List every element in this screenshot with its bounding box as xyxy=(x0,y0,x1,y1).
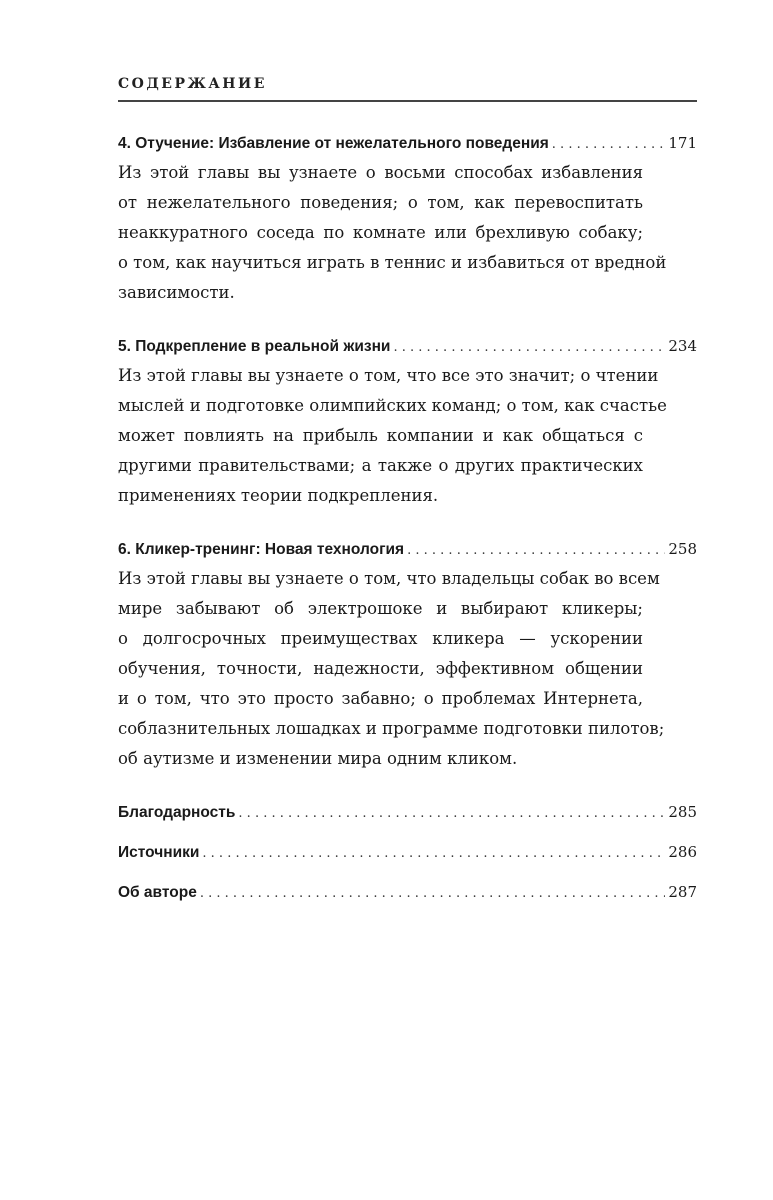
spacer xyxy=(118,308,697,331)
toc-entry-title: Об авторе xyxy=(118,884,197,901)
toc-entry-description xyxy=(118,361,667,511)
toc-entry[interactable] xyxy=(118,534,697,564)
description-line: Из этой главы вы узнаете о том, что владельцы собак во всем xyxy=(118,569,660,588)
description-line: Из этой главы вы узнаете о том, что все это значит; о чтении xyxy=(118,366,659,385)
section-title: СОДЕРЖАНИЕ xyxy=(118,76,267,92)
description-line: может повлиять на прибыль компании и как общаться с xyxy=(118,426,643,445)
description-line: и о том, что это просто забавно; о проблемах Интернета, xyxy=(118,689,643,708)
leader-dots xyxy=(407,536,665,566)
description-line: обучения, точности, надежности, эффективном общении xyxy=(118,659,643,678)
toc-entry[interactable] xyxy=(118,837,697,867)
spacer xyxy=(118,774,697,797)
description-line: о том, как научиться играть в теннис и избавиться от вредной xyxy=(118,253,667,272)
spacer xyxy=(118,511,697,534)
toc-entry-page: 258 xyxy=(668,540,697,558)
description-line: от нежелательного поведения; о том, как перевоспитать xyxy=(118,193,643,212)
leader-dots xyxy=(202,839,665,869)
description-line: неаккуратного соседа по комнате или брехливую собаку; xyxy=(118,223,643,242)
leader-dots xyxy=(552,130,666,160)
toc-entry-page: 287 xyxy=(668,883,697,901)
toc-entry-page: 171 xyxy=(668,134,697,152)
description-line: другими правительствами; а также о других практических xyxy=(118,456,643,475)
toc-entry[interactable] xyxy=(118,331,697,361)
leader-dots xyxy=(393,333,665,363)
leader-dots xyxy=(200,879,666,909)
toc-entry[interactable] xyxy=(118,797,697,827)
toc-entry-title: 6. Кликер-тренинг: Новая технология xyxy=(118,541,405,558)
toc-entry[interactable] xyxy=(118,128,697,158)
description-line: Из этой главы вы узнаете о восьми способах избавления xyxy=(118,163,643,182)
description-line: мыслей и подготовке олимпийских команд; о том, как счастье xyxy=(118,396,667,415)
toc-entry-page: 286 xyxy=(668,843,697,861)
description-line: об аутизме и изменении мира одним кликом. xyxy=(118,749,518,768)
toc-entry-title: Благодарность xyxy=(118,804,236,821)
header-rule xyxy=(118,100,697,102)
toc-entry-title: 4. Отучение: Избавление от нежелательного поведения xyxy=(118,135,549,152)
toc-entry-title: 5. Подкрепление в реальной жизни xyxy=(118,338,391,355)
table-of-contents xyxy=(118,128,697,917)
toc-entry-page: 234 xyxy=(668,337,697,355)
leader-dots xyxy=(238,799,665,829)
page-header xyxy=(118,76,697,102)
description-line: зависимости. xyxy=(118,283,235,302)
description-line: о долгосрочных преимуществах кликера — ускорении xyxy=(118,629,643,648)
description-line: мире забывают об электрошоке и выбирают кликеры; xyxy=(118,599,643,618)
toc-entry-description xyxy=(118,564,665,774)
toc-entry[interactable] xyxy=(118,877,697,907)
toc-entry-description xyxy=(118,158,667,308)
description-line: соблазнительных лошадках и программе подготовки пилотов; xyxy=(118,719,665,738)
toc-entry-page: 285 xyxy=(668,803,697,821)
toc-entry-title: Источники xyxy=(118,844,200,861)
description-line: применениях теории подкрепления. xyxy=(118,486,439,505)
